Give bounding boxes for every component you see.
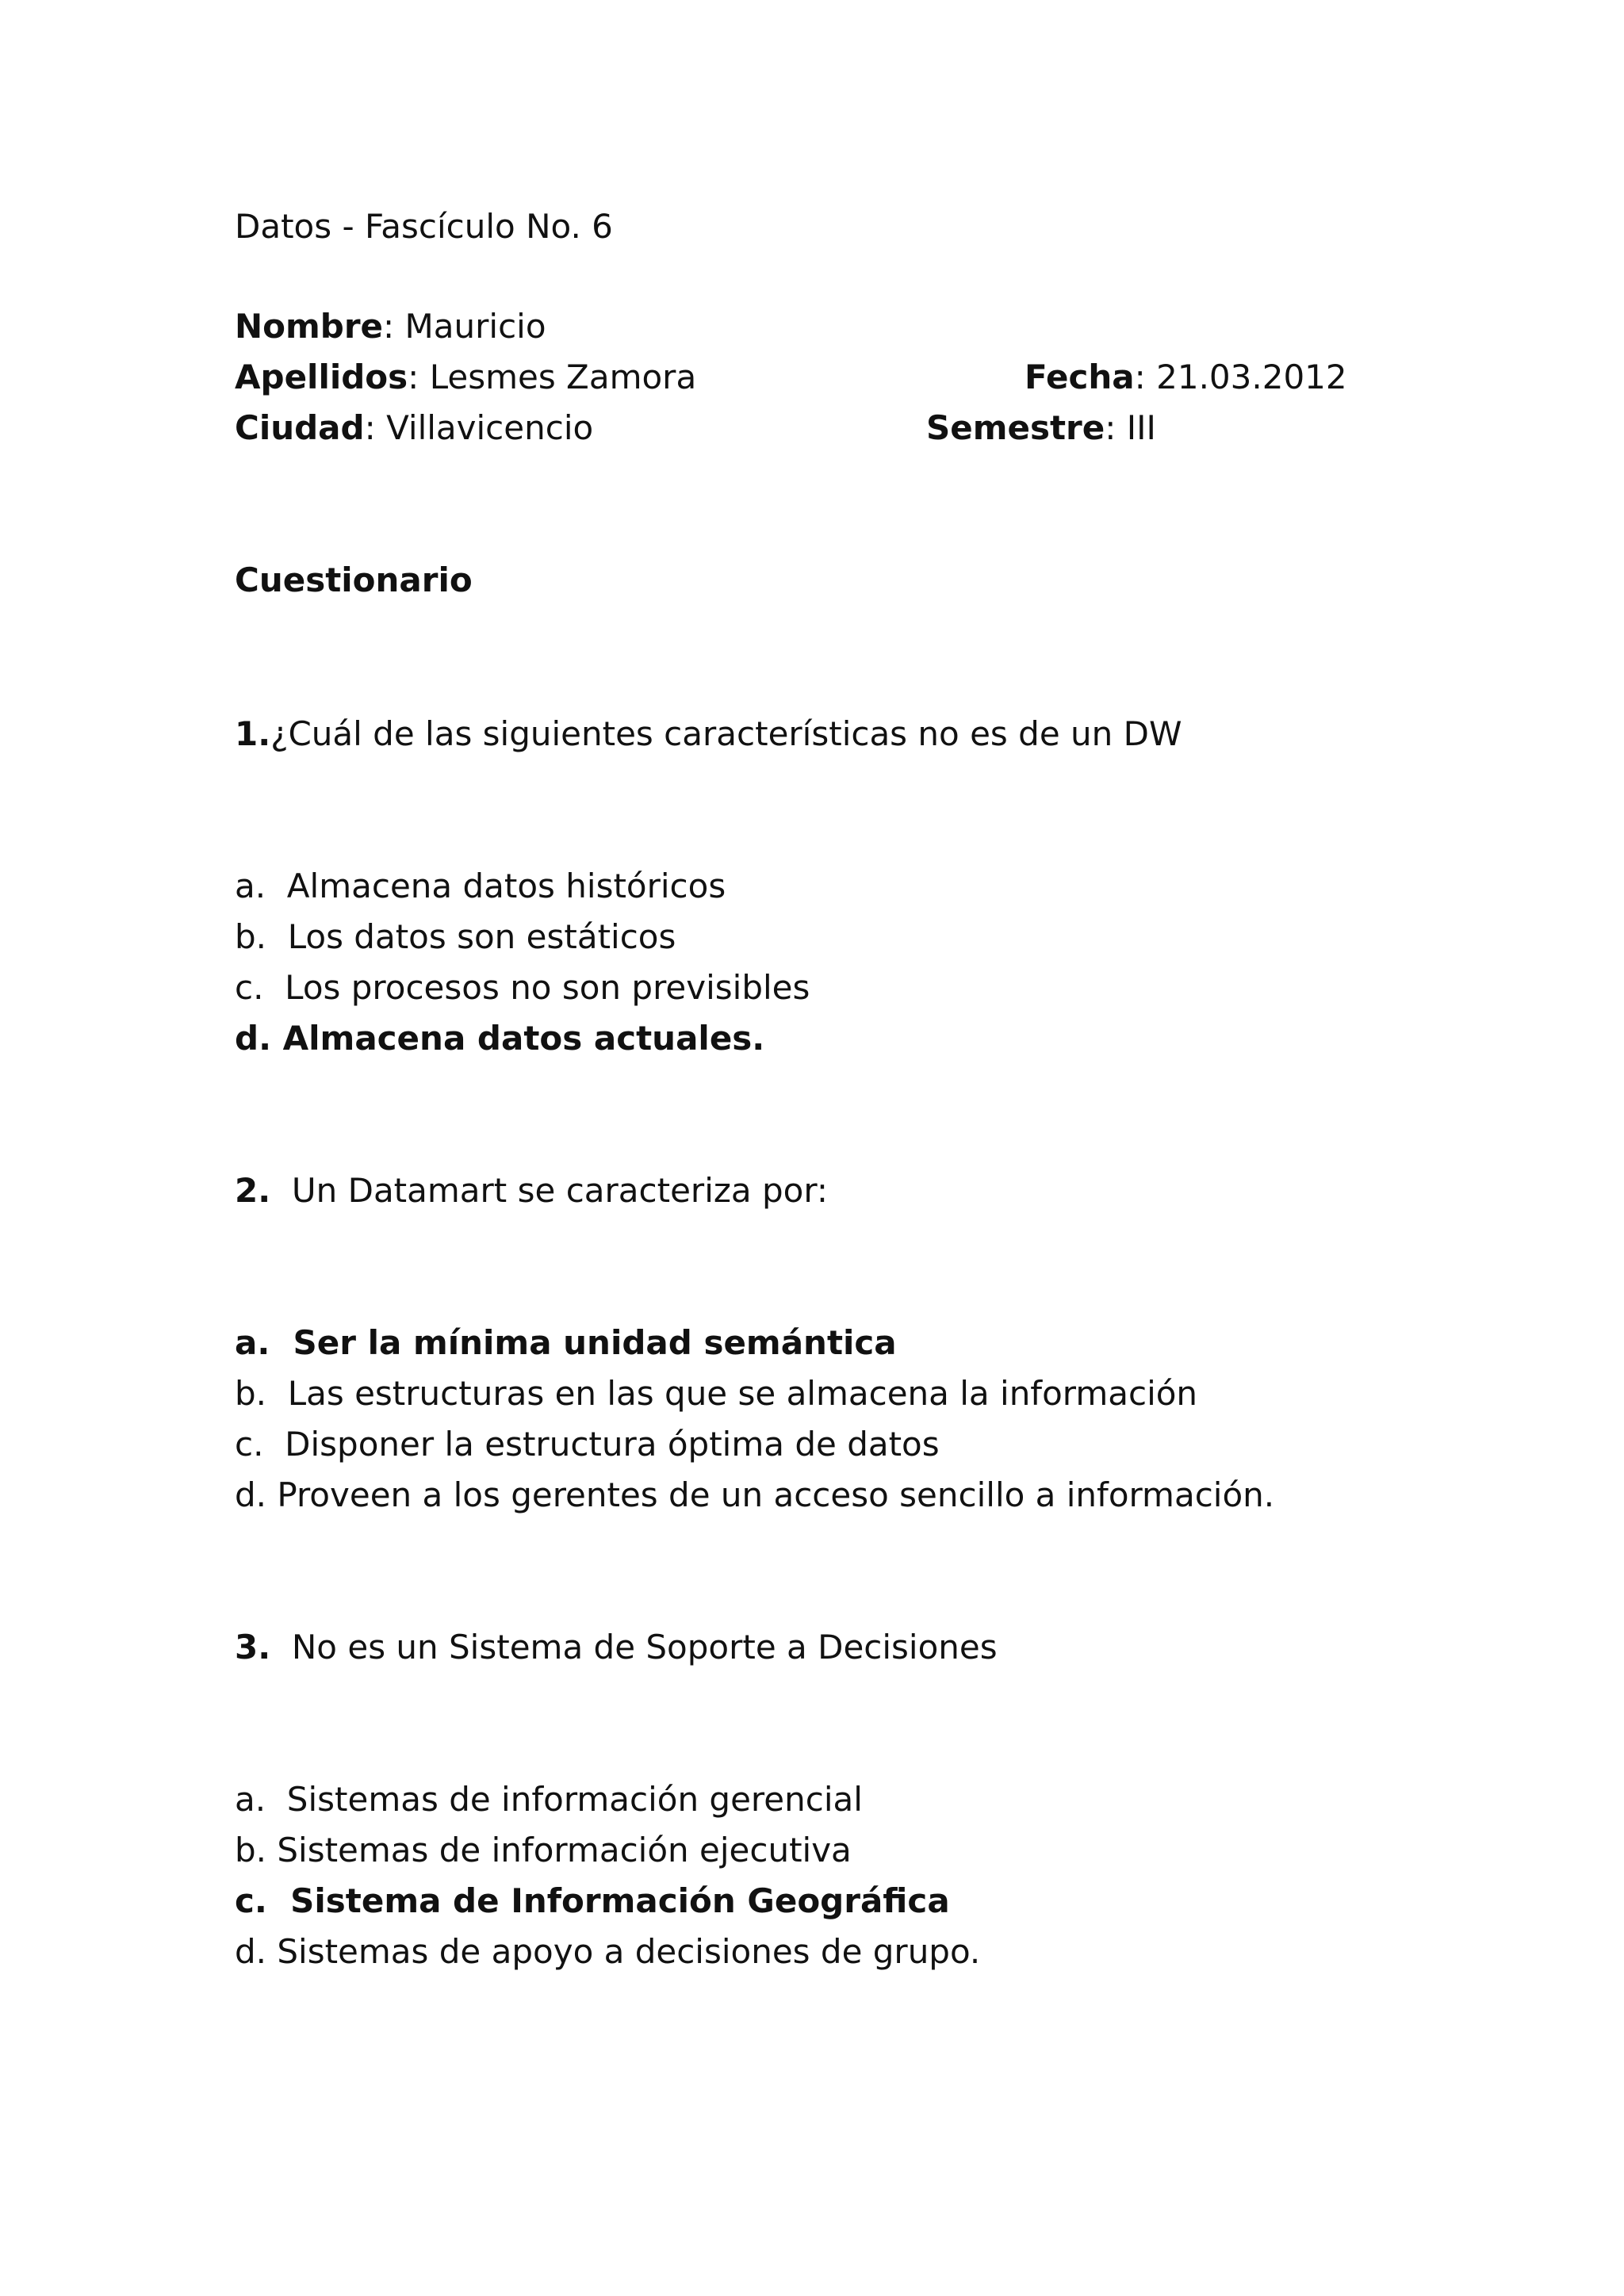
- option-text: Los procesos no son previsibles: [285, 968, 810, 1007]
- ciudad-row: [235, 403, 593, 453]
- q2-option-d: [235, 1470, 1274, 1521]
- q2-option-b: [235, 1368, 1197, 1419]
- semestre-value: III: [1126, 408, 1156, 447]
- section-title-text: Cuestionario: [235, 561, 473, 599]
- option-text: Almacena datos históricos: [286, 867, 726, 905]
- option-text: Sistemas de información gerencial: [286, 1780, 863, 1819]
- q3-option-c-selected: [235, 1876, 950, 1927]
- q2-option-c: [235, 1419, 940, 1470]
- semestre-label: Semestre: [926, 408, 1105, 447]
- apellidos-value: Lesmes Zamora: [429, 358, 697, 396]
- question-3-number: 3.: [235, 1628, 271, 1667]
- nombre-value: Mauricio: [404, 307, 546, 346]
- option-letter: a.: [235, 1780, 266, 1819]
- question-1-number: 1.: [235, 714, 271, 753]
- question-1-text: ¿Cuál de las siguientes características no es de un DW: [270, 714, 1182, 753]
- ciudad-value: Villavicencio: [386, 408, 594, 447]
- apellidos-row: [235, 352, 696, 403]
- semestre-row: [926, 403, 1156, 453]
- option-letter: b.: [235, 917, 267, 956]
- q3-option-d: [235, 1927, 980, 1977]
- ciudad-colon: :: [364, 408, 387, 447]
- option-text: Disponer la estructura óptima de datos: [285, 1425, 940, 1464]
- apellidos-colon: :: [408, 358, 430, 396]
- fecha-colon: :: [1134, 358, 1157, 396]
- fecha-label: Fecha: [1025, 358, 1135, 396]
- nombre-label: Nombre: [235, 307, 384, 346]
- nombre-row: [235, 301, 546, 352]
- option-text: Sistemas de apoyo a decisiones de grupo.: [277, 1932, 981, 1971]
- option-letter: b.: [235, 1831, 267, 1869]
- q1-option-b: [235, 912, 676, 962]
- option-letter: d.: [235, 1019, 272, 1058]
- question-1: [235, 709, 1182, 760]
- semestre-colon: :: [1105, 408, 1127, 447]
- q2-option-a-selected: [235, 1318, 897, 1368]
- title-text: Datos - Fascículo No. 6: [235, 207, 613, 246]
- question-3: [235, 1622, 998, 1673]
- option-text: Sistema de Información Geográfica: [290, 1881, 950, 1920]
- q1-option-d-selected: [235, 1013, 764, 1064]
- question-2-text: Un Datamart se caracteriza por:: [291, 1171, 829, 1210]
- question-3-text: No es un Sistema de Soporte a Decisiones: [291, 1628, 998, 1667]
- option-letter: c.: [235, 968, 264, 1007]
- option-letter: d.: [235, 1932, 267, 1971]
- option-text: Los datos son estáticos: [287, 917, 676, 956]
- option-text: Ser la mínima unidad semántica: [293, 1323, 897, 1362]
- q1-option-c: [235, 962, 810, 1013]
- q1-option-a: [235, 861, 726, 912]
- option-letter: c.: [235, 1425, 264, 1464]
- fecha-row: [1025, 352, 1347, 403]
- apellidos-label: Apellidos: [235, 358, 408, 396]
- option-letter: d.: [235, 1475, 267, 1514]
- q3-option-b: [235, 1825, 852, 1876]
- option-letter: c.: [235, 1881, 267, 1920]
- fecha-value: 21.03.2012: [1156, 358, 1347, 396]
- option-text: Almacena datos actuales.: [282, 1019, 765, 1058]
- q3-option-a: [235, 1774, 863, 1825]
- option-letter: a.: [235, 1323, 270, 1362]
- document-title: [235, 201, 613, 252]
- section-title: [235, 555, 473, 606]
- option-letter: b.: [235, 1374, 267, 1413]
- option-text: Proveen a los gerentes de un acceso sencillo a información.: [277, 1475, 1275, 1514]
- question-2: [235, 1165, 828, 1216]
- nombre-colon: :: [383, 307, 405, 346]
- option-text: Las estructuras en las que se almacena la información: [287, 1374, 1198, 1413]
- question-2-number: 2.: [235, 1171, 271, 1210]
- option-letter: a.: [235, 867, 266, 905]
- ciudad-label: Ciudad: [235, 408, 365, 447]
- option-text: Sistemas de información ejecutiva: [277, 1831, 852, 1869]
